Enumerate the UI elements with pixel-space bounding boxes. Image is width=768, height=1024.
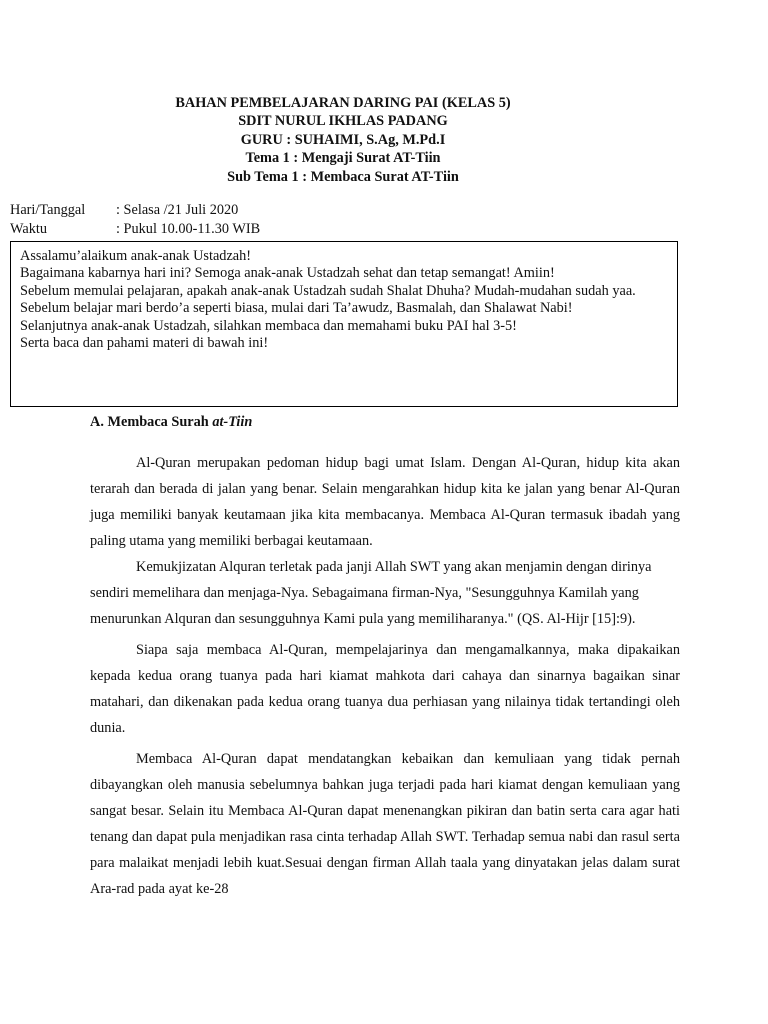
date-label: Hari/Tanggal [10, 202, 86, 218]
time-value: : Pukul 10.00-11.30 WIB [116, 220, 261, 237]
header-teacher: GURU : SUHAIMI, S.Ag, M.Pd.I [240, 131, 446, 148]
document-header [0, 94, 686, 186]
greeting-line: Assalamu’alaikum anak-anak Ustadzah! [20, 248, 252, 264]
header-subtheme: Sub Tema 1 : Membaca Surat AT-Tiin [227, 168, 459, 185]
time-label: Waktu [10, 220, 47, 237]
time-row [10, 220, 260, 239]
header-school: SDIT NURUL IKHLAS PADANG [238, 113, 448, 130]
paragraph: Kemukjizatan Alquran terletak pada janji Allah SWT yang akan menjamin dengan dirinya sendiri memelihara dan menjaga-Nya. Sebagaimana firman-Nya, "Sesungguhnya Kamilah yang menurunkan Alquran dan sesungguhnya Kami pula yang memiliharanya." (QS. Al-Hijr [15]:9). [90, 559, 652, 627]
header-title: BAHAN PEMBELAJARAN DARING PAI (KELAS 5) [175, 95, 511, 111]
section-heading-surah: at-Tiin [212, 414, 253, 430]
paragraph: Membaca Al-Quran dapat mendatangkan kebaikan dan kemuliaan yang tidak pernah dibayangkan oleh manusia sebelumnya bahkan juga terjadi pada hari kiamat dengan kemuliaan yang sangat besar. Selain itu Membaca Al-Quran dapat menenangkan pikiran dan batin serta cara agar hati tenang dan dapat pula menjadikan rasa cinta terhadap Allah SWT. Terhadap semua nabi dan rasul serta para malaikat menjadi lebih kuat.Sesuai dengan firman Allah taala yang dinyatakan jelas dalam surat Ara-rad pada ayat ke-28 [90, 751, 680, 897]
paragraph: Siapa saja membaca Al-Quran, mempelajarinya dan mengamalkannya, maka dipakaikan kepada kedua orang tuanya pada hari kiamat mahkota dari cahaya dan sinarnya bagaikan sinar matahari, dan dikenakan pada kedua orang tuanya dua perhiasan yang nilainya tidak tertandingi oleh dunia. [90, 642, 680, 736]
greeting-line: Sebelum belajar mari berdo’a seperti biasa, mulai dari Ta’awudz, Basmalah, dan Shalawat Nabi! [20, 300, 573, 317]
greeting-line: Selanjutnya anak-anak Ustadzah, silahkan membaca dan memahami buku PAI hal 3-5! [20, 317, 517, 334]
article-body [90, 450, 680, 902]
section-heading [90, 414, 252, 431]
greeting-line: Serta baca dan pahami materi di bawah ini! [20, 335, 269, 352]
greeting-line: Bagaimana kabarnya hari ini? Semoga anak-anak Ustadzah sehat dan tetap semangat! Amiin! [20, 265, 555, 282]
date-row [10, 201, 260, 220]
schedule-info [10, 201, 260, 238]
paragraph: Al-Quran merupakan pedoman hidup bagi umat Islam. Dengan Al-Quran, hidup kita akan terarah dan berada di jalan yang benar. Selain mengarahkan hidup kita ke jalan yang benar Al-Quran juga memiliki banyak keutamaan jika kita membacanya. Membaca Al-Quran termasuk ibadah yang paling utama yang memiliki berbagai keutamaan. [90, 455, 680, 549]
greeting-box [10, 241, 678, 407]
header-theme: Tema 1 : Mengaji Surat AT-Tiin [245, 150, 441, 167]
date-value: : Selasa /21 Juli 2020 [116, 202, 239, 218]
section-heading-prefix: A. Membaca Surah [90, 414, 213, 430]
greeting-line: Sebelum memulai pelajaran, apakah anak-anak Ustadzah sudah Shalat Dhuha? Mudah-mudahan sudah yaa. [20, 282, 636, 299]
